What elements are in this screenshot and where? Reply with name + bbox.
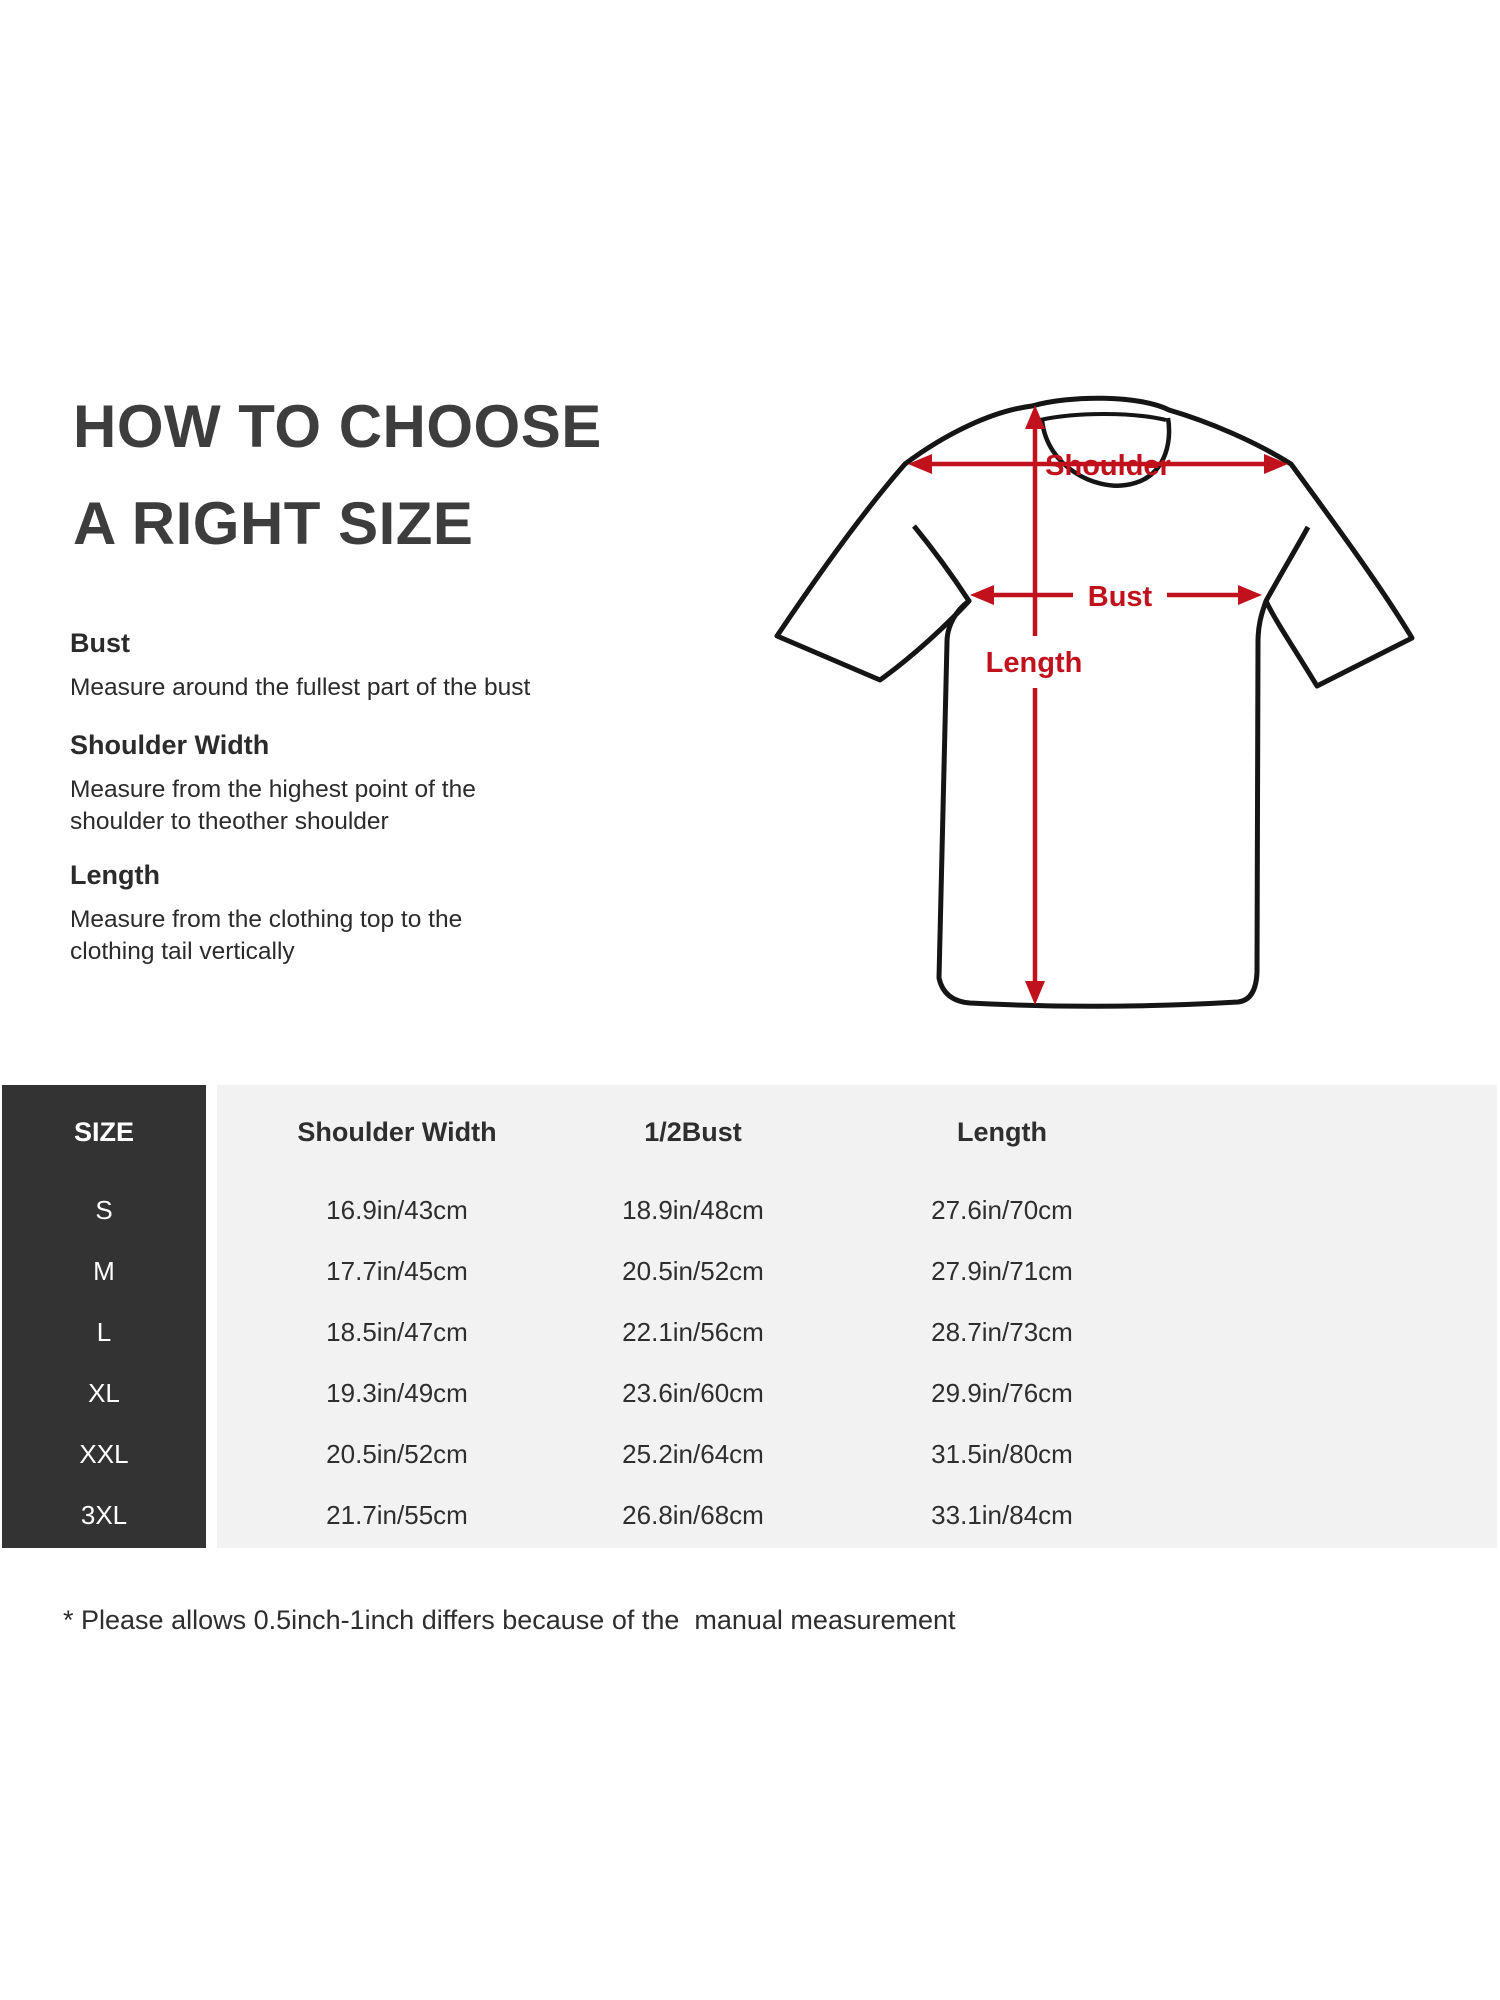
row-size-label: XXL <box>79 1439 129 1469</box>
table-row <box>2 1363 1497 1424</box>
instruction-length-text: Measure from the clothing top to the clothing tail vertically <box>70 906 463 965</box>
tshirt-measurement-diagram <box>620 300 1460 1050</box>
size-table-header-row <box>2 1085 1497 1180</box>
instruction-bust <box>70 628 530 704</box>
row-shoulder-value: 19.3in/49cm <box>326 1378 468 1408</box>
col-header-shoulder-width: Shoulder Width <box>297 1117 497 1147</box>
col-header-length: Length <box>957 1117 1047 1147</box>
row-bust-value: 20.5in/52cm <box>622 1256 764 1286</box>
row-shoulder-value: 17.7in/45cm <box>326 1256 468 1286</box>
page-title-line2: A RIGHT SIZE <box>73 490 474 557</box>
row-size-label: S <box>95 1195 113 1225</box>
row-shoulder-value: 20.5in/52cm <box>326 1439 468 1469</box>
tshirt-outline <box>777 398 1412 1006</box>
row-length-value: 27.9in/71cm <box>931 1256 1073 1286</box>
col-header-size: SIZE <box>73 1117 134 1147</box>
row-shoulder-value: 21.7in/55cm <box>326 1500 468 1530</box>
table-row <box>2 1424 1497 1485</box>
row-length-value: 29.9in/76cm <box>931 1378 1073 1408</box>
shoulder-label: Shoulder <box>1045 450 1171 482</box>
row-size-label: M <box>93 1256 115 1286</box>
row-size-label: L <box>96 1317 112 1347</box>
row-length-value: 27.6in/70cm <box>931 1195 1073 1225</box>
page-title <box>73 378 602 572</box>
row-length-value: 31.5in/80cm <box>931 1439 1073 1469</box>
table-row <box>2 1302 1497 1363</box>
row-bust-value: 22.1in/56cm <box>622 1317 764 1347</box>
row-bust-value: 26.8in/68cm <box>622 1500 764 1530</box>
table-row <box>2 1241 1497 1302</box>
instruction-shoulder-text: Measure from the highest point of the shoulder to theother shoulder <box>70 776 476 835</box>
row-length-value: 28.7in/73cm <box>931 1317 1073 1347</box>
page-title-line1: HOW TO CHOOSE <box>73 393 602 460</box>
instruction-length-heading: Length <box>70 860 160 890</box>
col-header-half-bust: 1/2Bust <box>644 1117 742 1147</box>
row-size-label: 3XL <box>80 1500 128 1530</box>
measurement-disclaimer: * Please allows 0.5inch-1inch differs because of the manual measurement <box>63 1605 956 1635</box>
table-row <box>2 1485 1497 1546</box>
tshirt-diagram-svg <box>620 300 1460 1050</box>
row-bust-value: 18.9in/48cm <box>622 1195 764 1225</box>
table-row <box>2 1180 1497 1241</box>
row-bust-value: 23.6in/60cm <box>622 1378 764 1408</box>
row-length-value: 33.1in/84cm <box>931 1500 1073 1530</box>
row-shoulder-value: 18.5in/47cm <box>326 1317 468 1347</box>
length-label: Length <box>985 647 1083 679</box>
instruction-shoulder-width <box>70 730 476 838</box>
bust-label: Bust <box>1087 581 1153 613</box>
instruction-shoulder-heading: Shoulder Width <box>70 730 270 760</box>
size-table <box>2 1085 1497 1548</box>
row-shoulder-value: 16.9in/43cm <box>326 1195 468 1225</box>
instruction-bust-heading: Bust <box>70 628 130 658</box>
instruction-bust-text: Measure around the fullest part of the bust <box>70 674 531 701</box>
row-bust-value: 25.2in/64cm <box>622 1439 764 1469</box>
instruction-length <box>70 860 462 968</box>
row-size-label: XL <box>88 1378 120 1408</box>
